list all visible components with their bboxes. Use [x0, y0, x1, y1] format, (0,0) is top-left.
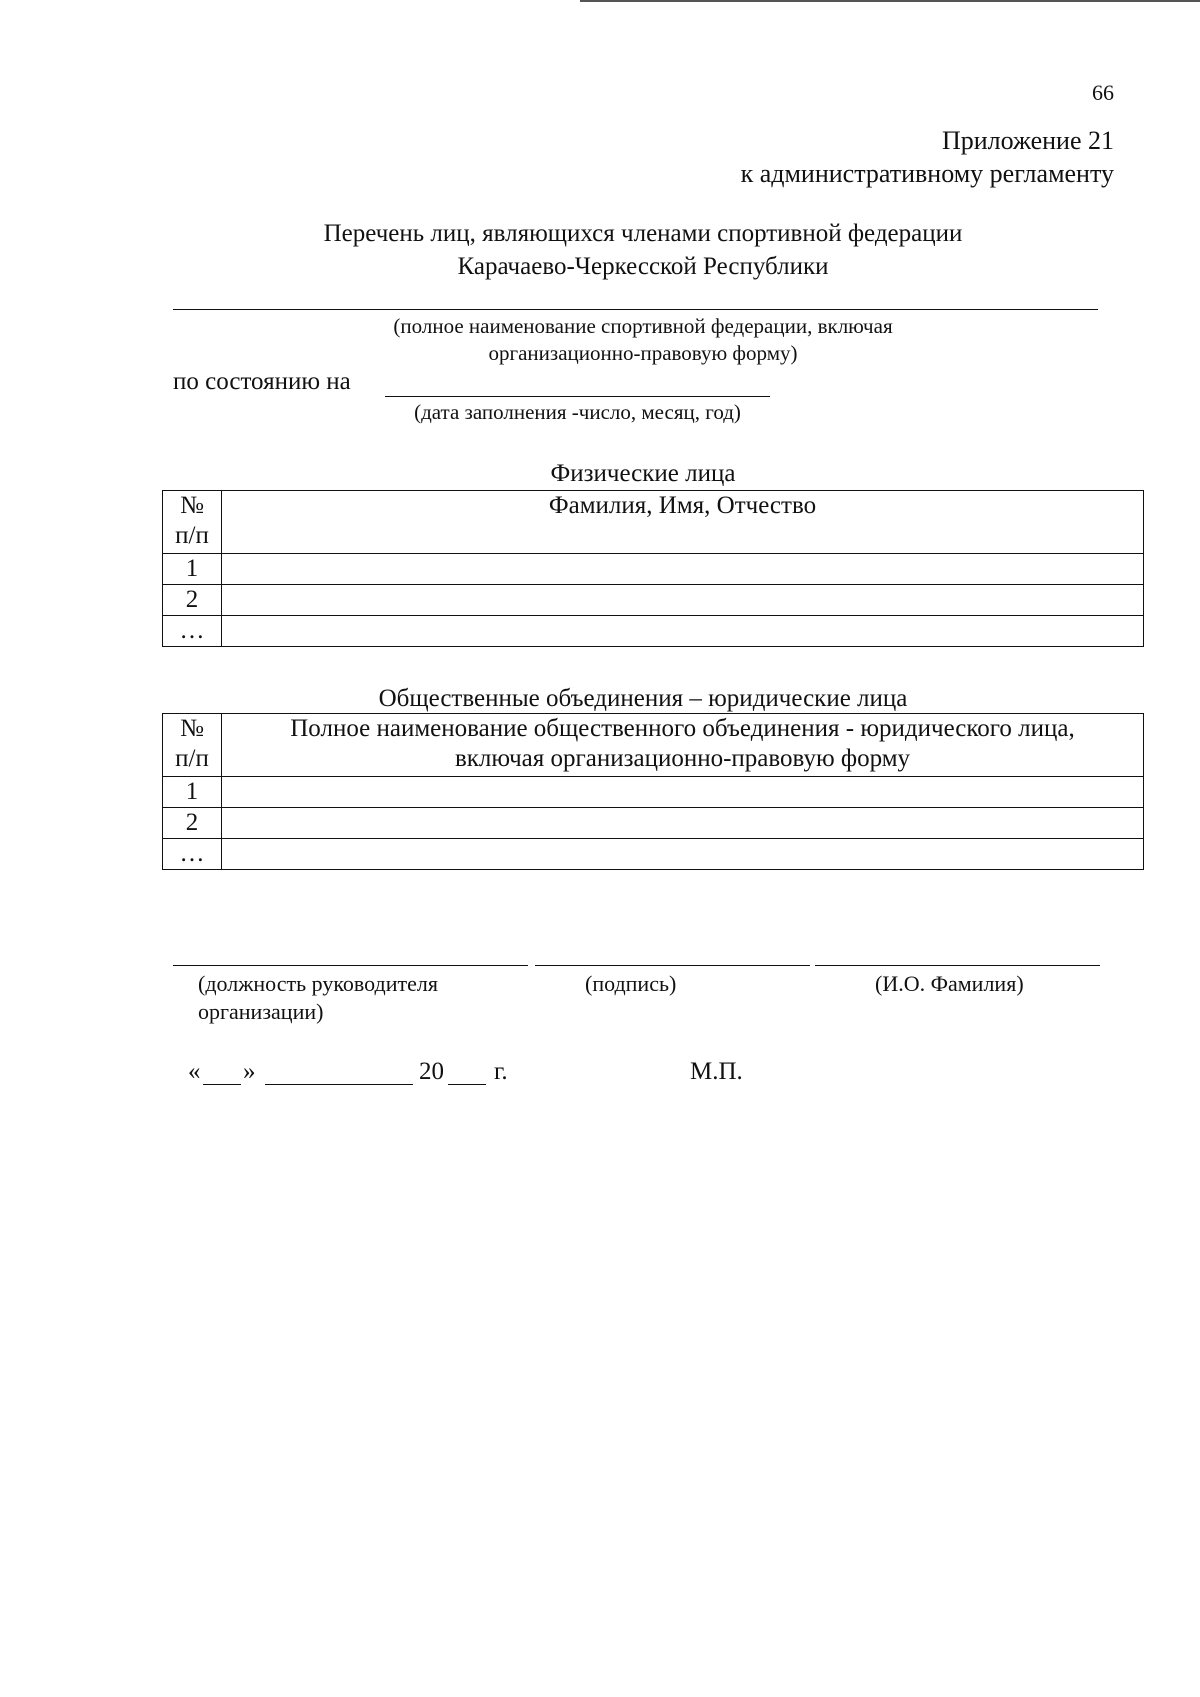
row-number: 1 — [163, 554, 222, 585]
table-row — [163, 616, 1144, 647]
table-row — [163, 585, 1144, 616]
row-number: … — [163, 616, 222, 647]
as-of-caption: (дата заполнения -число, месяц, год) — [414, 400, 741, 424]
date-quote-open: « — [188, 1058, 201, 1085]
header-number-abbr: п/п — [175, 745, 209, 772]
document-title — [160, 217, 1126, 283]
year-blank — [448, 1084, 486, 1085]
individuals-section-title: Физические лица — [550, 460, 736, 487]
appendix-line2: к административному регламенту — [740, 159, 1114, 188]
position-caption-line2: организации) — [198, 999, 324, 1024]
name-signature-line — [815, 965, 1100, 966]
header-org-name-line2: включая организационно-правовую форму — [454, 745, 911, 772]
page-number: 66 — [1092, 80, 1114, 105]
row-number: 2 — [163, 808, 222, 839]
row-blank-cell — [222, 554, 1144, 585]
year-prefix: 20 — [419, 1058, 444, 1085]
position-signature-line — [173, 965, 528, 966]
month-blank — [265, 1084, 413, 1085]
header-number-abbr: п/п — [175, 522, 209, 549]
header-number-symbol: № — [180, 492, 204, 519]
row-number: 1 — [163, 777, 222, 808]
seal-placeholder: М.П. — [690, 1058, 743, 1085]
as-of-label: по состоянию на — [173, 368, 351, 395]
signature-caption: (подпись) — [585, 971, 677, 996]
individuals-table — [162, 490, 1144, 647]
title-line2: Карачаево-Черкесской Республики — [457, 253, 829, 280]
header-number-cell — [163, 714, 222, 777]
position-caption-line1: (должность руководителя — [198, 971, 438, 996]
row-blank-cell — [222, 585, 1144, 616]
appendix-heading — [741, 124, 1114, 190]
table-header-row — [163, 491, 1144, 554]
position-caption — [198, 970, 438, 1026]
organizations-table — [162, 713, 1144, 870]
header-number-cell — [163, 491, 222, 554]
federation-caption-line1: (полное наименование спортивной федерации, включая — [393, 314, 893, 338]
title-line1: Перечень лиц, являющихся членами спортивной федерации — [323, 220, 963, 247]
header-org-name-line1: Полное наименование общественного объединения - юридического лица, — [290, 715, 1075, 742]
day-blank — [203, 1084, 241, 1085]
table-row — [163, 808, 1144, 839]
row-blank-cell — [222, 808, 1144, 839]
row-blank-cell — [222, 839, 1144, 870]
header-full-name-cell: Фамилия, Имя, Отчество — [222, 491, 1144, 554]
year-suffix: г. — [494, 1058, 508, 1085]
header-org-name-cell — [222, 714, 1144, 777]
federation-caption-line2: организационно-правовую форму) — [488, 341, 798, 365]
as-of-date-blank — [385, 396, 770, 397]
top-border-line — [580, 0, 1200, 2]
appendix-line1: Приложение 21 — [941, 126, 1114, 155]
table-header-row — [163, 714, 1144, 777]
row-number: 2 — [163, 585, 222, 616]
row-blank-cell — [222, 777, 1144, 808]
federation-name-blank — [173, 309, 1098, 310]
table-row — [163, 777, 1144, 808]
date-quote-close: » — [243, 1058, 256, 1085]
federation-caption — [160, 313, 1126, 367]
row-blank-cell — [222, 616, 1144, 647]
organizations-section-title: Общественные объединения – юридические лица — [378, 685, 908, 712]
table-row — [163, 554, 1144, 585]
row-number: … — [163, 839, 222, 870]
signature-line — [535, 965, 810, 966]
header-number-symbol: № — [180, 715, 204, 742]
table-row — [163, 839, 1144, 870]
name-caption: (И.О. Фамилия) — [875, 971, 1024, 996]
